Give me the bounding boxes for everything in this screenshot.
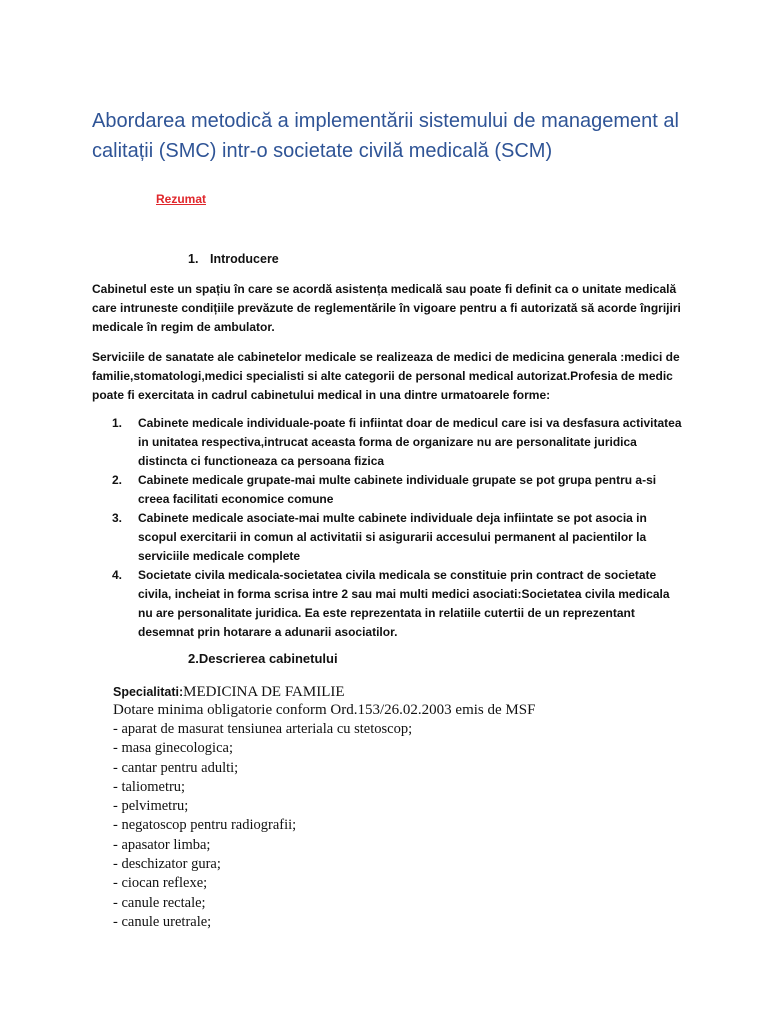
intro-paragraph: Cabinetul este un spațiu în care se acordă asistența medicală sau poate fi definit ca o unitate medicală care intruneste condițiile prevăzute de reglementările în vigoare pentru a fi autorizată să acorde îngrijiri medicale în regim de ambulator. [92, 282, 681, 334]
list-item [112, 509, 682, 566]
list-item-text: Cabinete medicale grupate-mai multe cabinete individuale grupate se pot grupa pentru a-si creea facilitati economice comune [138, 473, 657, 506]
document-title: Abordarea metodică a implementării sistemului de management al calitații (SMC) intr-o societate civilă medicală (SCM) [92, 110, 679, 162]
section-heading-introducere [188, 252, 279, 266]
section-heading-descrierea: 2.Descrierea cabinetului [188, 651, 338, 666]
equipment-item: - negatoscop pentru radiografii; [113, 817, 297, 834]
list-item-number: 4. [112, 568, 123, 582]
equipment-item: - apasator limba; [113, 836, 211, 853]
list-item-number: 3. [112, 511, 123, 525]
equipment-item: - pelvimetru; [113, 798, 189, 815]
list-item [112, 414, 682, 471]
equipment-item: - masa ginecologica; [113, 740, 233, 757]
list-item-number: 2. [112, 473, 123, 487]
section-number: 1. [188, 252, 199, 266]
summary-heading: Rezumat [156, 192, 207, 206]
list-item-text: Cabinete medicale asociate-mai multe cabinete individuale deja infiintate se pot asocia in scopul exercitarii in comun al activitatii si asigurarii accesului permanent al pacientilor la serviciile medicale complete [138, 511, 647, 563]
equipment-item: - canule uretrale; [113, 913, 212, 930]
equipment-item: - canule rectale; [113, 894, 206, 911]
equipment-item: - aparat de masurat tensiunea arteriala cu stetoscop; [113, 721, 413, 737]
equipment-item: - cantar pentru adulti; [113, 759, 239, 776]
specialty-label: Specialitati: [113, 685, 184, 699]
section-title: Introducere [210, 252, 279, 266]
list-item-text: Societate civila medicala-societatea civila medicala se constituie prin contract de societate civila, incheiat in forma scrisa intre 2 sau mai multi medici asociati:Societatea civila medicala nu are personalitate juridica. Ea este reprezentata in relatiile cutertii de un reprezentant desemnat prin hotarare a adunarii asociatilor. [138, 568, 670, 639]
services-paragraph: Serviciile de sanatate ale cabinetelor medicale se realizeaza de medici de medicina generala :medici de familie,stomatologi,medici specialisti si alte categorii de personal medical autorizat.Profesia de medic poate fi exercitata in cadrul cabinetului medical in una dintre urmatoarele forme: [92, 350, 680, 402]
practice-forms-list [112, 414, 682, 642]
list-item [112, 566, 682, 642]
equipment-item: - taliometru; [113, 778, 186, 795]
equipment-item: - ciocan reflexe; [113, 875, 208, 892]
equipment-intro: Dotare minima obligatorie conform Ord.153/26.02.2003 emis de MSF [113, 702, 536, 718]
specialty-line [113, 682, 345, 702]
equipment-list [113, 720, 412, 932]
specialty-value: MEDICINA DE FAMILIE [183, 684, 345, 700]
equipment-item: - deschizator gura; [113, 856, 221, 873]
list-item-number: 1. [112, 416, 123, 430]
list-item-text: Cabinete medicale individuale-poate fi infiintat doar de medicul care isi va desfasura activitatea in unitatea respectiva,intrucat aceasta forma de organizare nu are personalitate juridica distincta ci functioneaza ca persoana fizica [138, 416, 682, 468]
list-item [112, 471, 682, 509]
